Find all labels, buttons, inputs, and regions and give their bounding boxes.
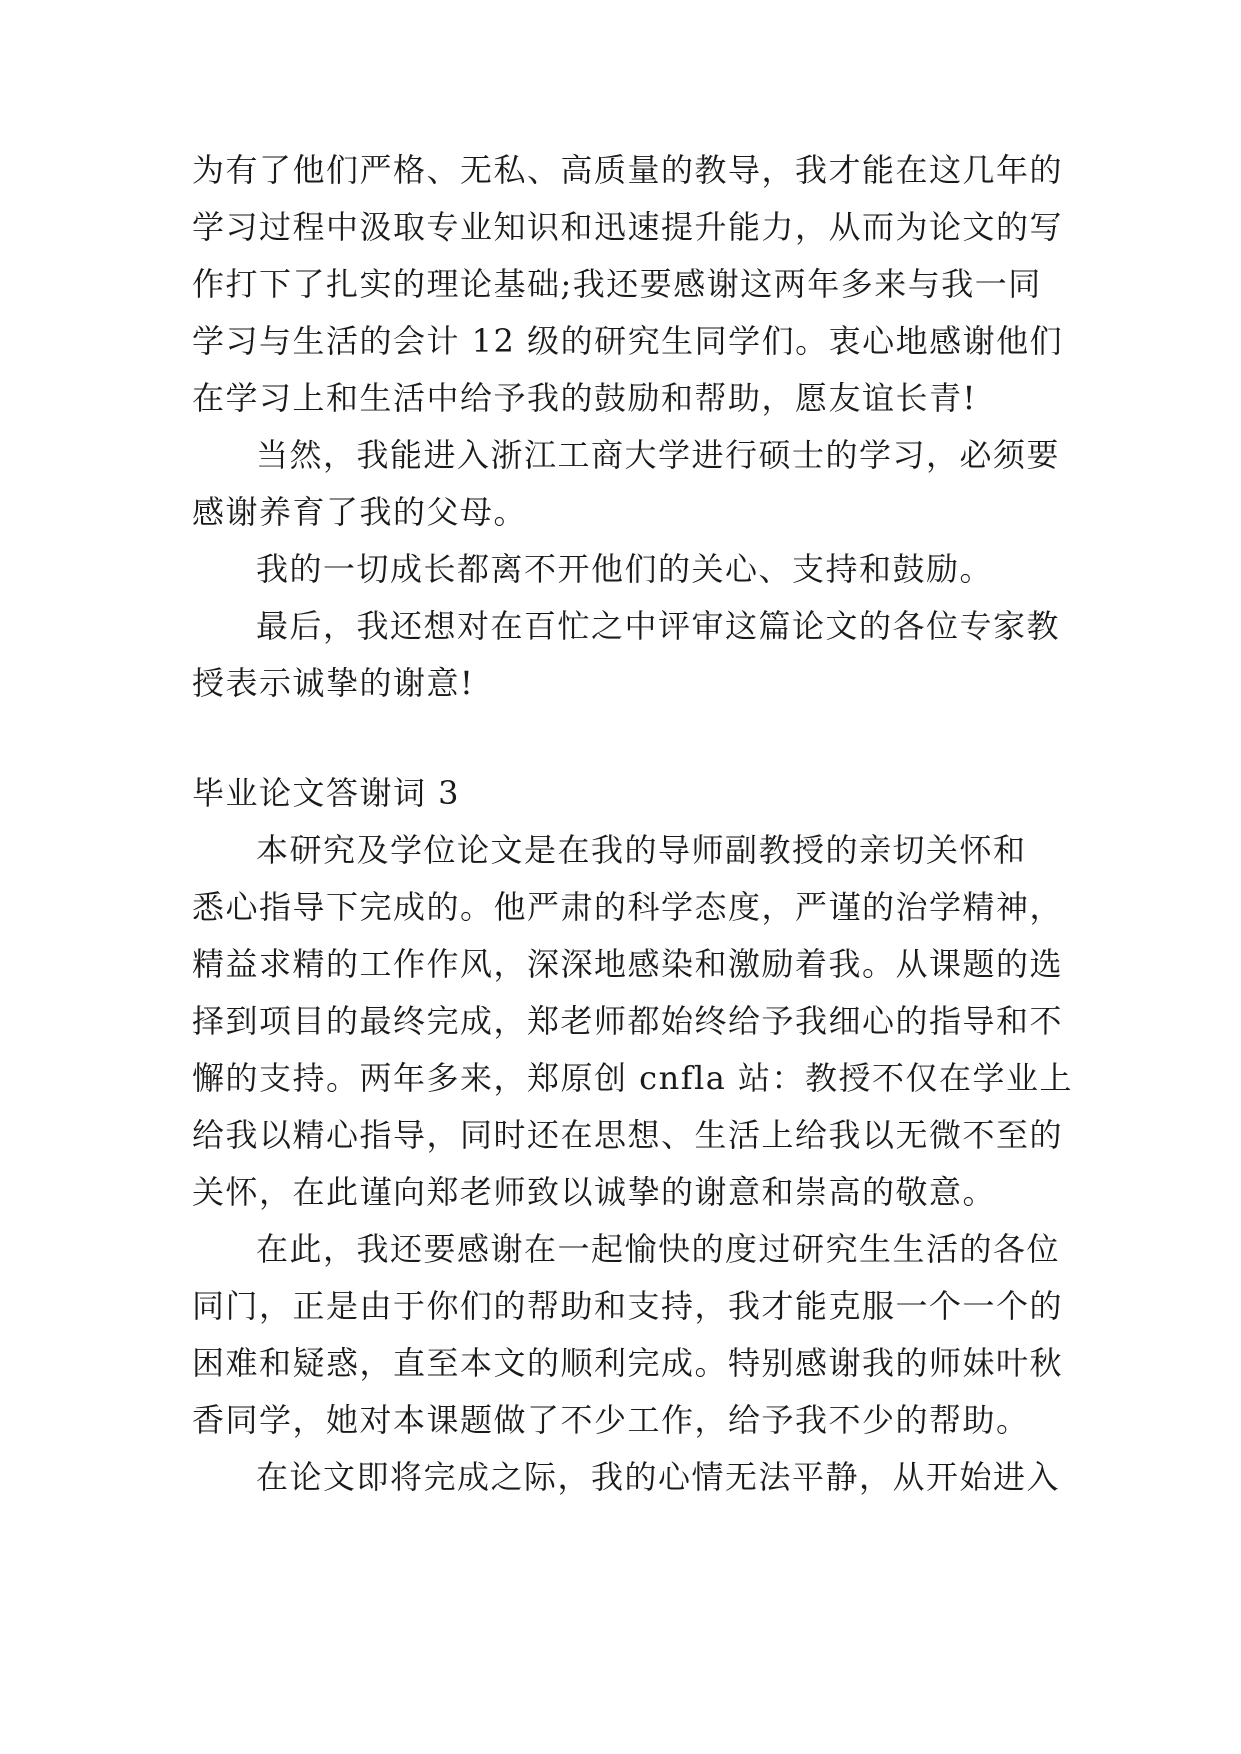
paragraph-line: 在论文即将完成之际，我的心情无法平静，从开始进入 [256,1458,1061,1496]
paragraph-line: 我的一切成长都离不开他们的关心、支持和鼓励。 [256,550,994,588]
paragraph-line: 给我以精心指导，同时还在思想、生活上给我以无微不至的 [192,1116,1064,1154]
paragraph-line: 为有了他们严格、无私、高质量的教导，我才能在这几年的 [192,151,1064,189]
paragraph-line: 本研究及学位论文是在我的导师副教授的亲切关怀和 [256,831,1027,869]
paragraph-line: 精益求精的工作作风，深深地感染和激励着我。从课题的选 [192,945,1064,983]
paragraph-line: 当然，我能进入浙江工商大学进行硕士的学习，必须要 [256,436,1061,474]
paragraph-line: 在学习上和生活中给予我的鼓励和帮助，愿友谊长青! [192,379,977,417]
paragraph-line: 同门，正是由于你们的帮助和支持，我才能克服一个一个的 [192,1287,1064,1325]
paragraph-line: 学习与生活的会计 12 级的研究生同学们。衷心地感谢他们 [192,322,1064,360]
section-title: 毕业论文答谢词 3 [192,774,461,812]
paragraph-line: 学习过程中汲取专业知识和迅速提升能力，从而为论文的写 [192,208,1064,246]
paragraph-line: 困难和疑惑，直至本文的顺利完成。特别感谢我的师妹叶秋 [192,1344,1064,1382]
paragraph-line: 最后，我还想对在百忙之中评审这篇论文的各位专家教 [256,607,1061,645]
paragraph-line: 懈的支持。两年多来，郑原创 cnfla 站：教授不仅在学业上 [192,1059,1074,1097]
paragraph-line: 香同学，她对本课题做了不少工作，给予我不少的帮助。 [192,1401,1030,1439]
paragraph-line: 作打下了扎实的理论基础;我还要感谢这两年多来与我一同 [192,265,1042,303]
paragraph-line: 感谢养育了我的父母。 [192,493,528,531]
paragraph-line: 悉心指导下完成的。他严肃的科学态度，严谨的治学精神， [192,888,1064,926]
paragraph-line: 择到项目的最终完成，郑老师都始终给予我细心的指导和不 [192,1002,1064,1040]
paragraph-line: 关怀，在此谨向郑老师致以诚挚的谢意和崇高的敬意。 [192,1173,997,1211]
paragraph-line: 授表示诚挚的谢意! [192,664,475,702]
paragraph-line: 在此，我还要感谢在一起愉快的度过研究生生活的各位 [256,1230,1061,1268]
